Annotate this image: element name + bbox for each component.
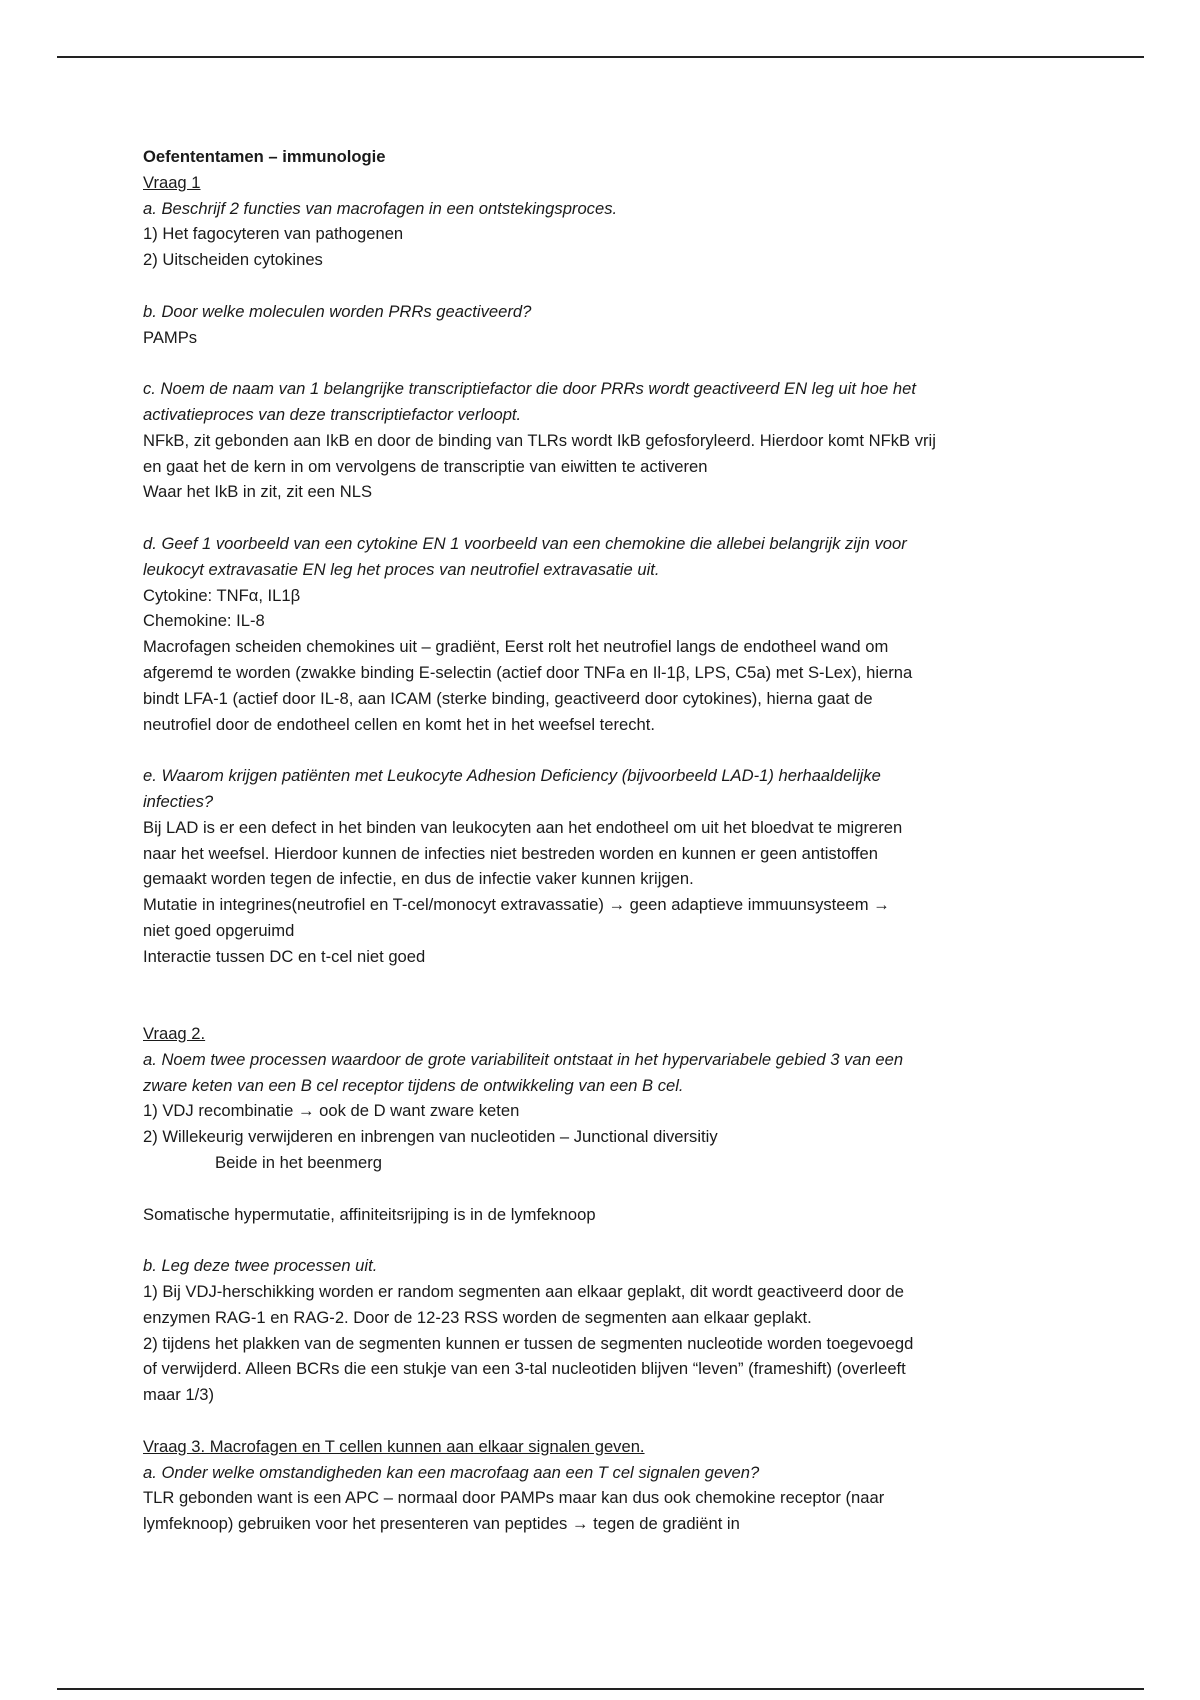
answer-line: gemaakt worden tegen de infectie, en dus de infectie vaker kunnen krijgen. [143, 869, 694, 889]
answer-line: 1) Bij VDJ-herschikking worden er random segmenten aan elkaar geplakt, dit wordt geactiveerd door de [143, 1282, 904, 1302]
question-1-heading: Vraag 1 [143, 172, 201, 192]
question-1d-cont: leukocyt extravasatie EN leg het proces van neutrofiel extravasatie uit. [143, 559, 660, 579]
question-3a: a. Onder welke omstandigheden kan een macrofaag aan een T cel signalen geven? [143, 1462, 760, 1482]
question-1c-cont: activatieproces van deze transcriptiefactor verloopt. [143, 404, 522, 424]
question-1b: b. Door welke moleculen worden PRRs geactiveerd? [143, 301, 532, 321]
header-rule [57, 56, 1144, 58]
answer-line: bindt LFA-1 (actief door IL-8, aan ICAM (sterke binding, geactiveerd door cytokines), hierna gaat de [143, 688, 873, 708]
question-3-heading: Vraag 3. Macrofagen en T cellen kunnen aan elkaar signalen geven. [143, 1436, 645, 1456]
answer-line: en gaat het de kern in om vervolgens de transcriptie van eiwitten te activeren [143, 456, 708, 476]
document-title: Oefententamen – immunologie [143, 147, 386, 166]
question-1e-cont: infecties? [143, 791, 214, 811]
question-2-heading: Vraag 2. [143, 1024, 206, 1044]
answer-line: TLR gebonden want is een APC – normaal door PAMPs maar kan dus ook chemokine receptor (naar [143, 1488, 885, 1508]
answer-line: lymfeknoop) gebruiken voor het presenteren van peptides → tegen de gradiënt in [143, 1514, 740, 1534]
answer-line: afgeremd te worden (zwakke binding E-selectin (actief door TNFa en Il-1β, LPS, C5a) met S-Lex), hierna [143, 662, 913, 682]
question-2a-cont: zware keten van een B cel receptor tijdens de ontwikkeling van een B cel. [143, 1075, 684, 1095]
footer-rule [57, 1688, 1144, 1690]
answer-line: maar 1/3) [143, 1385, 215, 1405]
answer-line: 1) VDJ recombinatie → ook de D want zware keten [143, 1101, 520, 1121]
document-body [143, 144, 1063, 1537]
answer-line: 1) Het fagocyteren van pathogenen [143, 224, 404, 244]
answer-line: Bij LAD is er een defect in het binden van leukocyten aan het endotheel om uit het bloedvat te migreren [143, 817, 903, 837]
answer-line: Mutatie in integrines(neutrofiel en T-cel/monocyt extravassatie) → geen adaptieve immuunsysteem → [143, 895, 890, 915]
question-2a: a. Noem twee processen waardoor de grote variabiliteit ontstaat in het hypervariabele gebied 3 van een [143, 1049, 904, 1069]
question-1d: d. Geef 1 voorbeeld van een cytokine EN 1 voorbeeld van een chemokine die allebei belangrijk zijn voor [143, 533, 907, 553]
answer-line: Cytokine: TNFα, IL1β [143, 585, 301, 605]
answer-line: enzymen RAG-1 en RAG-2. Door de 12-23 RSS worden de segmenten aan elkaar geplakt. [143, 1307, 812, 1327]
answer-line: Chemokine: IL-8 [143, 611, 265, 631]
answer-line: PAMPs [143, 327, 198, 347]
answer-line: 2) Uitscheiden cytokines [143, 250, 323, 270]
answer-line: 2) Willekeurig verwijderen en inbrengen van nucleotiden – Junctional diversitiy [143, 1127, 718, 1147]
question-1e: e. Waarom krijgen patiënten met Leukocyte Adhesion Deficiency (bijvoorbeeld LAD-1) herhaaldelijke [143, 766, 881, 786]
answer-line: 2) tijdens het plakken van de segmenten kunnen er tussen de segmenten nucleotide worden toegevoegd [143, 1333, 914, 1353]
answer-line: NFkB, zit gebonden aan IkB en door de binding van TLRs wordt IkB gefosforyleerd. Hierdoor komt NFkB vrij [143, 430, 936, 450]
answer-line: Interactie tussen DC en t-cel niet goed [143, 946, 426, 966]
question-1a: a. Beschrijf 2 functies van macrofagen in een ontstekingsproces. [143, 198, 618, 218]
question-1c: c. Noem de naam van 1 belangrijke transcriptiefactor die door PRRs wordt geactiveerd EN leg uit hoe het [143, 379, 916, 399]
answer-line: Beide in het beenmerg [215, 1153, 382, 1173]
answer-line: naar het weefsel. Hierdoor kunnen de infecties niet bestreden worden en kunnen er geen antistoffen [143, 843, 878, 863]
answer-line: niet goed opgeruimd [143, 920, 295, 940]
answer-line: Waar het IkB in zit, zit een NLS [143, 482, 373, 502]
answer-line: Macrofagen scheiden chemokines uit – gradiënt, Eerst rolt het neutrofiel langs de endotheel wand om [143, 637, 889, 657]
answer-line: of verwijderd. Alleen BCRs die een stukje van een 3-tal nucleotiden blijven “leven” (frameshift) (overleeft [143, 1359, 906, 1379]
answer-line: neutrofiel door de endotheel cellen en komt het in het weefsel terecht. [143, 714, 655, 734]
answer-line: Somatische hypermutatie, affiniteitsrijping is in de lymfeknoop [143, 1204, 596, 1224]
question-2b: b. Leg deze twee processen uit. [143, 1256, 378, 1276]
